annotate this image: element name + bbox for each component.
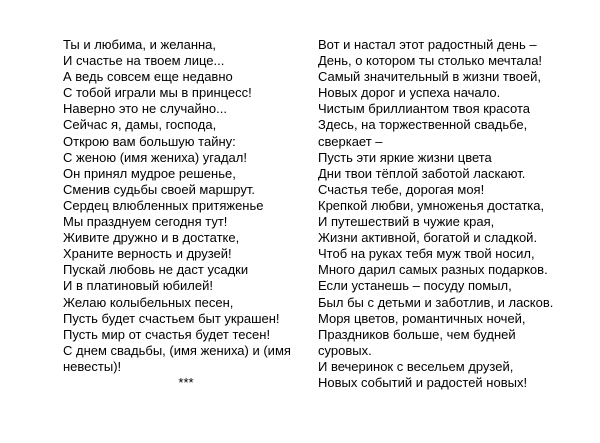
poem-line: С женою (имя жениха) угадал! <box>63 149 247 165</box>
poem-line: Если устанешь – посуду помыл, <box>318 278 512 294</box>
poem-line: Пускай любовь не даст усадки <box>63 262 249 278</box>
poem-line: Он принял мудрое решенье, <box>63 165 236 181</box>
poem-line: Храните верность и друзей! <box>63 246 232 262</box>
poem-line: Самый значительный в жизни твоей, <box>318 69 541 85</box>
poem-line: Пусть эти яркие жизни цвета <box>318 149 492 165</box>
poem-line: Пусть мир от счастья будет тесен! <box>63 326 271 342</box>
poem-line: И счастье на твоем лице... <box>63 53 225 69</box>
poem-line: Был бы с детьми и заботлив, и ласков. <box>318 294 554 310</box>
poem-line: Праздников больше, чем будней <box>318 326 516 342</box>
poem-line: невесты)! <box>63 358 122 374</box>
poem-line: Новых дорог и успеха начало. <box>318 85 501 101</box>
poem-line: Счастья тебе, дорогая моя! <box>318 181 485 197</box>
poem-line: Чистым бриллиантом твоя красота <box>318 101 531 117</box>
poem-line: Живите дружно и в достатке, <box>63 230 240 246</box>
poem-line: Чтоб на руках тебя муж твой носил, <box>318 246 535 262</box>
poem-line: Сейчас я, дамы, господа, <box>63 117 217 133</box>
poem-line: Жизни активной, богатой и сладкой. <box>318 230 538 246</box>
poem-line: Ты и любима, и желанна, <box>63 37 217 52</box>
poem-line: Открою вам большую тайну: <box>63 133 236 149</box>
poem-line: Дни твои тёплой заботой ласкают. <box>318 165 526 181</box>
left-poem-column <box>63 37 309 391</box>
right-poem-lines <box>318 37 564 391</box>
poem-line: С днем свадьбы, (имя жениха) и (имя <box>63 342 291 358</box>
poem-line: Новых событий и радостей новых! <box>318 374 528 390</box>
poem-line: Пусть будет счастьем быт украшен! <box>63 310 280 326</box>
left-poem-lines <box>63 37 309 375</box>
poem-line: суровых. <box>318 342 372 358</box>
poem-line: Желаю колыбельных песен, <box>63 294 234 310</box>
poem-line: А ведь совсем еще недавно <box>63 69 233 85</box>
poem-separator: *** <box>178 374 194 390</box>
poem-line: Сменив судьбы своей маршрут. <box>63 181 255 197</box>
right-poem-column <box>318 37 564 391</box>
poem-line: День, о котором ты столько мечтала! <box>318 53 543 69</box>
poem-line: И путешествий в чужие края, <box>318 214 495 230</box>
poem-line: Моря цветов, романтичных ночей, <box>318 310 526 326</box>
poem-line: Сердец влюбленных притяженье <box>63 197 264 213</box>
poem-line: сверкает – <box>318 133 383 149</box>
poem-line: Много дарил самых разных подарков. <box>318 262 548 278</box>
poem-line: Мы празднуем сегодня тут! <box>63 214 228 230</box>
poem-line: Крепкой любви, умноженья достатка, <box>318 197 545 213</box>
poem-line: Наверно это не случайно... <box>63 101 227 117</box>
poem-line: И вечеринок с весельем друзей, <box>318 358 514 374</box>
poem-line: Вот и настал этот радостный день – <box>318 37 537 52</box>
poem-line: С тобой играли мы в принцесс! <box>63 85 252 101</box>
poem-line: Здесь, на торжественной свадьбе, <box>318 117 528 133</box>
poem-line: И в платиновый юбилей! <box>63 278 213 294</box>
